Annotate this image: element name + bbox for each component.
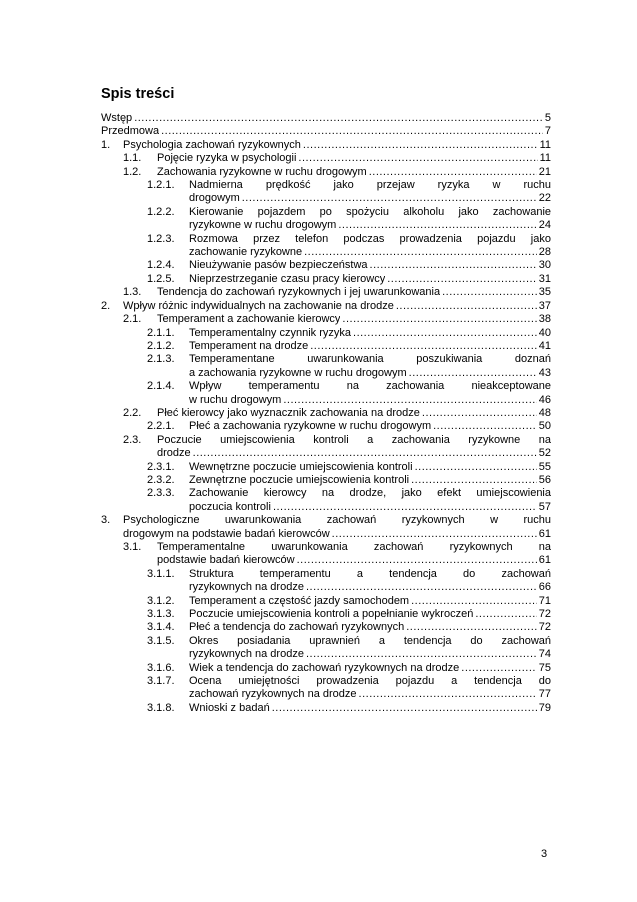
toc-title: Spis treści: [101, 86, 175, 102]
toc-entry[interactable]: [101, 541, 551, 568]
toc-entry[interactable]: [101, 662, 551, 675]
toc-entry-page: 7: [544, 125, 551, 138]
toc-entry[interactable]: [101, 595, 551, 608]
toc-entry-title: Temperament a częstość jazdy samochodem: [189, 594, 410, 607]
toc-entry-title: Przedmowa: [101, 125, 160, 138]
toc-entry[interactable]: [101, 233, 551, 260]
toc-entry-number: 2.1.1.: [147, 326, 175, 339]
toc-entry-title: poczucia kontroli: [189, 500, 271, 513]
toc-entry-number: 3.1.4.: [147, 621, 175, 634]
toc-entry[interactable]: [101, 608, 551, 621]
toc-entry-title: w ruchu drogowym: [189, 393, 282, 406]
toc-entry-title: a zachowania ryzykowne w ruchu drogowym: [189, 366, 407, 379]
toc-entry-title: Temperamentane uwarunkowania poszukiwania doznań: [189, 353, 551, 366]
dot-leader: [442, 286, 537, 299]
toc-entry-number: 1.2.5.: [147, 272, 175, 285]
toc-entry-title: Poczucie umiejscowienia kontroli a popełnianie wykroczeń: [189, 608, 474, 621]
toc-entry-title: Płeć a zachowania ryzykowne w ruchu drogowym: [189, 420, 432, 433]
toc-entry-title: Zewnętrzne poczucie umiejscowienia kontroli: [189, 473, 410, 486]
toc-entry-title: drogowym na podstawie badań kierowców: [123, 527, 330, 540]
toc-entry[interactable]: [101, 568, 551, 595]
toc-entry-title: Wiek a tendencja do zachowań ryzykownych na drodze: [189, 661, 460, 674]
toc-entry[interactable]: [101, 286, 551, 299]
toc-entry-title: Temperament a zachowanie kierowcy: [157, 313, 341, 326]
toc-entry-page: 35: [538, 286, 551, 299]
toc-entry-title: zachowań ryzykownych na drodze: [189, 688, 357, 701]
toc-entry-page: 57: [538, 500, 551, 513]
dot-leader: [338, 219, 536, 232]
toc-entry[interactable]: [101, 675, 551, 702]
dot-leader: [134, 112, 543, 125]
toc-entry[interactable]: [101, 152, 551, 165]
toc-entry-title: Płeć a tendencja do zachowań ryzykownych: [189, 621, 405, 634]
toc-entry-title: Wpływ różnic indywidualnych na zachowanie na drodze: [123, 299, 394, 312]
toc-entry-number: 1.1.: [123, 152, 142, 165]
toc-entry[interactable]: [101, 112, 551, 125]
dot-leader: [433, 420, 537, 433]
toc-entry-number: 2.2.: [123, 406, 142, 419]
toc-entry[interactable]: [101, 702, 551, 715]
toc-entry-page: 46: [538, 393, 551, 406]
toc-entry-page: 5: [544, 112, 551, 124]
toc-entry-title: Pojęcie ryzyka w psychologii: [157, 152, 297, 165]
toc-entry-number: 2.3.2.: [147, 473, 175, 486]
toc-entry-title: drogowym: [189, 192, 240, 205]
toc-entry-number: 1.2.4.: [147, 259, 175, 272]
toc-entry-page: 21: [538, 165, 551, 178]
dot-leader: [161, 125, 543, 138]
toc-entry-page: 71: [538, 594, 551, 607]
toc-entry-number: 2.1.: [123, 313, 142, 326]
dot-leader: [461, 662, 536, 675]
toc-entry-number: 3.1.: [123, 541, 142, 553]
toc-entry-number: 2.3.: [123, 433, 142, 446]
toc-entry[interactable]: [101, 407, 551, 420]
toc-entry[interactable]: [101, 434, 551, 461]
toc-entry-page: 56: [538, 473, 551, 486]
toc-entry-title: zachowanie ryzykowne: [189, 246, 303, 259]
toc-entry-number: 3.1.5.: [147, 634, 175, 647]
dot-leader: [298, 152, 537, 165]
dot-leader: [332, 528, 537, 541]
toc-entry[interactable]: [101, 259, 551, 272]
dot-leader: [396, 300, 537, 313]
toc-entry-page: 61: [538, 554, 551, 567]
toc-entry[interactable]: [101, 487, 551, 514]
table-of-contents: [101, 112, 551, 715]
toc-entry-title: Temperamentalny czynnik ryzyka: [189, 326, 352, 339]
toc-entry-number: 3.1.3.: [147, 608, 175, 621]
toc-entry-number: 3.1.6.: [147, 661, 175, 674]
toc-entry[interactable]: [101, 353, 551, 380]
toc-entry-page: 11: [539, 138, 551, 151]
dot-leader: [359, 688, 537, 701]
toc-entry[interactable]: [101, 635, 551, 662]
toc-entry-page: 11: [539, 152, 551, 165]
toc-entry[interactable]: [101, 420, 551, 433]
toc-entry-page: 37: [538, 299, 551, 312]
toc-entry[interactable]: [101, 313, 551, 326]
toc-entry[interactable]: [101, 461, 551, 474]
toc-entry-number: 1.2.: [123, 165, 142, 178]
toc-entry-title: Psychologia zachowań ryzykownych: [123, 138, 301, 151]
toc-entry-number: 1.2.2.: [147, 205, 175, 218]
dot-leader: [387, 273, 537, 286]
toc-entry-page: 55: [538, 460, 551, 473]
toc-entry-number: 3.: [101, 514, 111, 527]
toc-entry-number: 2.2.1.: [147, 420, 175, 433]
toc-entry[interactable]: [101, 206, 551, 233]
toc-entry-title: Tendencja do zachowań ryzykownych i jej uwarunkowania: [157, 286, 441, 299]
dot-leader: [306, 648, 537, 661]
dot-leader: [310, 340, 537, 353]
toc-entry-title: Ocena umiejętności prowadzenia pojazdu a tendencja do: [189, 675, 551, 688]
toc-entry[interactable]: [101, 380, 551, 407]
toc-entry-page: 74: [538, 648, 551, 661]
toc-entry-page: 30: [538, 259, 551, 272]
toc-entry-number: 2.3.3.: [147, 487, 175, 500]
toc-entry[interactable]: [101, 474, 551, 487]
toc-entry-title: podstawie badań kierowców: [157, 554, 295, 567]
toc-entry-title: ryzykownych na drodze: [189, 581, 304, 594]
dot-leader: [409, 367, 537, 380]
toc-entry-number: 3.1.1.: [147, 567, 175, 580]
toc-entry-page: 79: [538, 701, 551, 714]
dot-leader: [353, 327, 537, 340]
dot-leader: [272, 702, 537, 715]
dot-leader: [411, 595, 537, 608]
toc-entry-number: 3.1.7.: [147, 675, 175, 688]
toc-entry-number: 2.1.4.: [147, 380, 175, 393]
toc-entry-title: ryzykownych na drodze: [189, 648, 304, 661]
page-number: 3: [541, 848, 548, 860]
toc-entry-page: 75: [538, 661, 551, 674]
toc-entry-page: 43: [538, 366, 551, 379]
toc-entry-number: 3.1.2.: [147, 594, 175, 607]
dot-leader: [475, 608, 536, 621]
toc-entry-title: Wewnętrzne poczucie umiejscowienia kontroli: [189, 460, 413, 473]
toc-entry-title: Struktura temperamentu a tendencja do zachowań: [189, 567, 551, 580]
toc-entry-page: 77: [538, 688, 551, 701]
toc-entry[interactable]: [101, 300, 551, 313]
dot-leader: [304, 246, 537, 259]
toc-entry-number: 1.2.1.: [147, 179, 175, 192]
toc-entry-title: Nieużywanie pasów bezpieczeństwa: [189, 259, 368, 272]
toc-entry-number: 2.3.1.: [147, 460, 175, 473]
toc-entry-page: 40: [538, 326, 551, 339]
toc-entry-page: 28: [538, 246, 551, 259]
toc-entry-page: 72: [538, 621, 551, 634]
toc-entry[interactable]: [101, 327, 551, 340]
toc-entry-number: 2.1.2.: [147, 339, 175, 352]
dot-leader: [283, 394, 536, 407]
toc-entry[interactable]: [101, 514, 551, 541]
dot-leader: [242, 192, 537, 205]
toc-entry-title: Wstęp: [101, 112, 133, 124]
toc-entry-title: Okres posiadania uprawnień a tendencja do zachowań: [189, 634, 551, 647]
toc-entry-title: Nieprzestrzeganie czasu pracy kierowcy: [189, 272, 386, 285]
toc-entry-number: 1.2.3.: [147, 232, 175, 245]
toc-entry-page: 50: [538, 420, 551, 433]
toc-entry-title: Nadmierna prędkość jako przejaw ryzyka w ruchu: [189, 179, 551, 192]
toc-entry-page: 22: [538, 192, 551, 205]
toc-entry[interactable]: [101, 621, 551, 634]
toc-entry-title: Temperamentalne uwarunkowania zachowań ryzykownych na: [157, 541, 551, 553]
toc-entry-page: 66: [538, 581, 551, 594]
toc-entry-page: 52: [538, 447, 551, 460]
dot-leader: [193, 447, 537, 460]
dot-leader: [422, 407, 537, 420]
toc-entry-title: drodze: [157, 447, 191, 460]
toc-entry-number: 2.1.3.: [147, 353, 175, 366]
toc-entry[interactable]: [101, 125, 551, 138]
toc-entry[interactable]: [101, 179, 551, 206]
dot-leader: [415, 461, 537, 474]
toc-entry-title: Zachowanie kierowcy na drodze, jako efekt umiejscowienia: [189, 487, 551, 500]
dot-leader: [306, 581, 537, 594]
dot-leader: [297, 554, 537, 567]
toc-entry-number: 2.: [101, 299, 111, 312]
dot-leader: [411, 474, 537, 487]
toc-entry-title: Kierowanie pojazdem po spożyciu alkoholu jako zachowanie: [189, 205, 551, 218]
dot-leader: [369, 166, 537, 179]
toc-entry[interactable]: [101, 139, 551, 152]
toc-entry-number: 1.: [101, 138, 111, 151]
toc-entry[interactable]: [101, 340, 551, 353]
toc-entry-title: Poczucie umiejscowienia kontroli a zachowania ryzykowne na: [157, 433, 551, 446]
toc-entry-page: 48: [538, 406, 551, 419]
toc-entry-number: 3.1.8.: [147, 701, 175, 714]
toc-entry[interactable]: [101, 273, 551, 286]
toc-entry-page: 41: [538, 339, 551, 352]
toc-entry-title: ryzykowne w ruchu drogowym: [189, 219, 337, 232]
toc-entry[interactable]: [101, 166, 551, 179]
dot-leader: [370, 259, 537, 272]
toc-entry-title: Wnioski z badań: [189, 701, 270, 714]
toc-entry-page: 24: [538, 219, 551, 232]
toc-entry-title: Rozmowa przez telefon podczas prowadzenia pojazdu jako: [189, 232, 551, 245]
toc-entry-title: Psychologiczne uwarunkowania zachowań ryzykownych w ruchu: [123, 514, 551, 527]
toc-entry-title: Zachowania ryzykowne w ruchu drogowym: [157, 165, 367, 178]
toc-entry-page: 72: [538, 608, 551, 621]
dot-leader: [342, 313, 536, 326]
toc-entry-number: 1.3.: [123, 286, 142, 299]
toc-entry-title: Temperament na drodze: [189, 339, 309, 352]
toc-entry-title: Płeć kierowcy jako wyznacznik zachowania na drodze: [157, 406, 420, 419]
toc-entry-title: Wpływ temperamentu na zachowania nieakceptowane: [189, 380, 551, 393]
toc-entry-page: 31: [538, 272, 551, 285]
toc-entry-page: 61: [538, 527, 551, 540]
dot-leader: [273, 501, 537, 514]
dot-leader: [303, 139, 538, 152]
dot-leader: [406, 621, 537, 634]
toc-entry-page: 38: [538, 313, 551, 326]
